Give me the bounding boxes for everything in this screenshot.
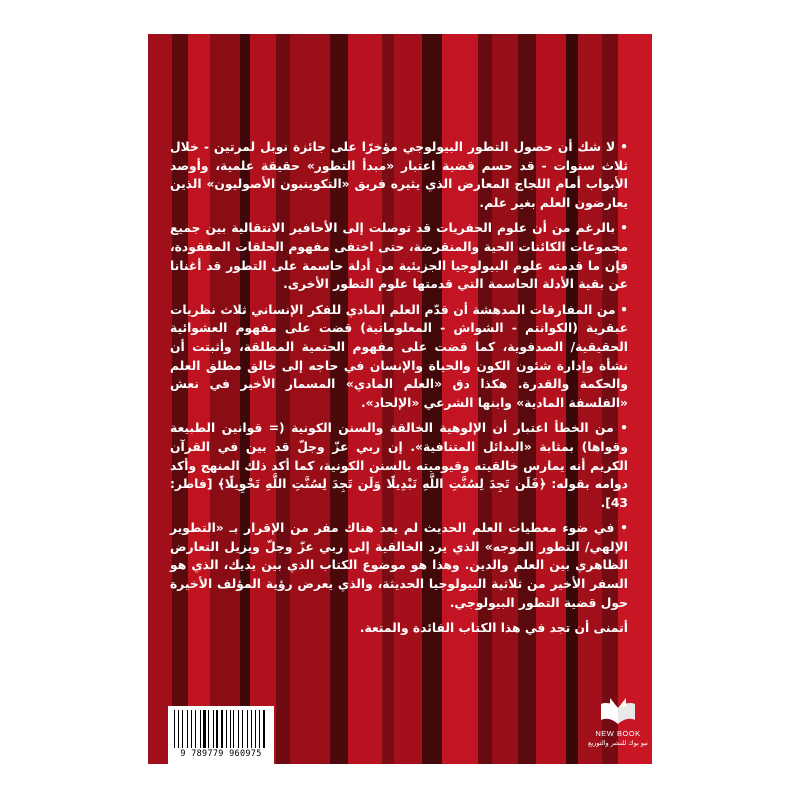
blurb-paragraph-3: • من المفارقات المدهشة أن قدّم العلم المادي للفكر الإنساني ثلاث نظريات عبقرية (الكوانتم - الشواش - المعلوماتية) قضت على مفهوم العشوائية الحقيقية/ الصدفوية، كما قضت على مفهوم الحتمية المطلقة، وأثبتت أن نشأة وإدارة شئون الكون والحياة والإنسان في حاجه إلى خالق مطلق العلم والحكمة والقدرة. هكذا دق «العلم المادي» المسمار الأخير في نعش «الفلسفة المادية» وابنها الشرعي «الإلحاد». — [170, 302, 628, 410]
blurb-paragraph-4: • من الخطأ اعتبار أن الإلوهية الخالقة والسنن الكونية (= قوانين الطبيعة وقواها) بمثابة «البدائل المتنافية». إن ربي عزّ وجلّ قد بين في القرآن الكريم أنه يمارس خالقيته وقيوميته بالسنن الكونية، كما أكد ذلك المنهج وأكد دوامه بقوله: ﴿فَلَن تَجِدَ لِسُنَّتِ اللَّهِ تَبْدِيلًا وَلَن تَجِدَ لِسُنَّتِ اللَّهِ تَحْوِيلًا﴾ [فاطر: 43]. — [170, 421, 628, 510]
book-logo-icon — [599, 694, 637, 728]
publisher-logo — [588, 694, 648, 758]
publisher-name: NEW BOOK — [595, 729, 641, 738]
blurb-closing: أتمنى أن تجد في هذا الكتاب الفائدة والمتعة. — [359, 621, 628, 636]
blurb-paragraph-1: • لا شك أن حصول التطور البيولوجي مؤخرًا على جائزة نوبل لمرتين - خلال ثلاث سنوات - قد حسم قضية اعتبار «مبدأ التطور» حقيقة علمية، وأوصد الأبواب أمام اللجاج المعارض الذي يثيره فريق «التكوينيون الأصوليون» الذين يعارضون العلم بغير علم. — [170, 140, 628, 210]
blurb-paragraph-5: • في ضوء معطيات العلم الحديث لم يعد هناك مفر من الإقرار بـ «التطوير الإلهي/ التطور الموجه» الذي يرد الخالقية إلى ربي عزّ وجلّ ويزيل التعارض الظاهري بين العلم والدين. وهذا هو موضوع الكتاب الذي بين يديك، الذي هو السفر الأخير من ثلاثية البيولوجيا الحديثة، والذي يعرض رؤية المؤلف الأخيرة حول قضية التطور البيولوجي. — [170, 521, 628, 610]
book-back-cover — [148, 34, 652, 764]
blurb-paragraph-2: • بالرغم من أن علوم الحفريات قد توصلت إلى الأحافير الانتقالية بين جميع مجموعات الكائنات الحية والمنقرضة، حتى اختفى مفهوم الحلقات المفقودة، فإن ما قدمته علوم البيولوجيا الجزيئية من أدلة حاسمة على التطور قد أغنانا عن بقية الأدلة الحاسمة التي قدمتها علوم التطور الأخرى. — [170, 221, 628, 292]
isbn-barcode — [168, 706, 274, 764]
isbn-number: 9 789779 960975 — [180, 749, 262, 759]
publisher-subtitle: نيو بوك للنشر والتوزيع — [588, 739, 648, 747]
blurb-text — [170, 138, 628, 645]
barcode-bars — [174, 710, 268, 748]
